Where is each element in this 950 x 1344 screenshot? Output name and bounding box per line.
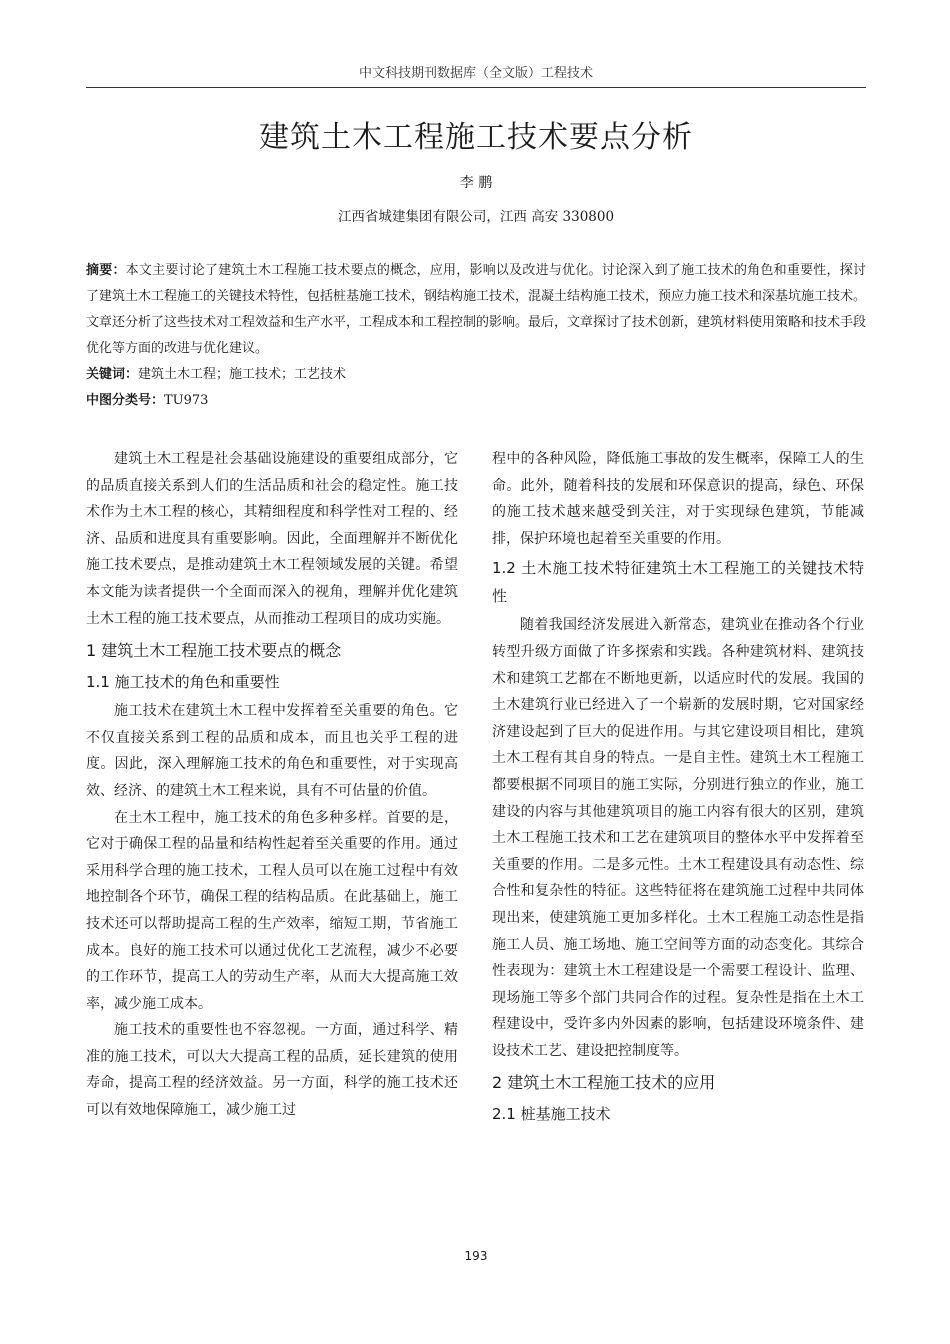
author-name: 李 鹏 xyxy=(459,175,493,191)
section-2-1-heading: 2.1 桩基施工技术 xyxy=(492,1105,611,1124)
keywords-label: 关键词： xyxy=(86,367,139,382)
header-rule xyxy=(86,87,866,88)
running-header: 中文科技期刊数据库（全文版）工程技术 xyxy=(358,66,593,81)
clc-label: 中图分类号： xyxy=(86,393,165,408)
abstract-text: 本文主要讨论了建筑土木工程施工技术要点的概念，应用，影响以及改进与优化。讨论深入到了施工技术的角色和重要性，探讨了建筑土木工程施工的关键技术特性，包括桩基施工技术，钢结构施工技术，混凝土结构施工技术，预应力施工技术和深基坑施工技术。文章还分析了这些技术对工程效益和生产水平，工程成本和工程控制的影响。最后，文章探讨了技术创新，建筑材料使用策略和技术手段优化等方面的改进与优化建议。 xyxy=(86,263,867,356)
section-1-2-paragraph-1: 随着我国经济发展进入新常态，建筑业在推动各个行业转型升级方面做了许多探索和实践。各种建筑材料、建筑技术和建筑工艺都在不断地更新，以适应时代的发展。我国的土木建筑行业已经进入了一个崭新的发展时期，它对国家经济建设起到了巨大的促进作用。与其它建设项目相比，建筑土木工程有其自身的特点。一是自主性。建筑土木工程施工都要根据不同项目的施工实际，分别进行独立的作业，施工建设的内容与其他建筑项目的施工内容有很大的区别，建筑土木工程施工技术和工艺在建筑项目的整体水平中发挥着至关重要的作用。二是多元性。土木工程建设具有动态性、综合性和复杂性的特征。这些特征将在建筑施工过程中共同体现出来，使建筑施工更加多样化。土木工程施工动态性是指施工人员、施工场地、施工空间等方面的动态变化。其综合性表现为：建筑土木工程建设是一个需要工程设计、监理、现场施工等多个部门共同合作的过程。复杂性是指在土木工程建设中，受许多内外因素的影响，包括建设环境条件、建设技术工艺、建设把控制度等。 xyxy=(492,617,864,1059)
page-number: 193 xyxy=(464,1249,488,1263)
section-1-1-paragraph-3-continued: 程中的各种风险，降低施工事故的发生概率，保障工人的生命。此外，随着科技的发展和环保意识的提高，绿色、环保的施工技术越来越受到关注，对于实现绿色建筑，节能减排，保护环境也起着至关重要的作用。 xyxy=(492,451,864,547)
intro-paragraph: 建筑土木工程是社会基础设施建设的重要组成部分，它的品质直接关系到人们的生活品质和社会的稳定性。施工技术作为土木工程的核心，其精细程度和科学性对工程的、经济、品质和进度具有重要影响。因此，全面理解并不断优化施工技术要点，是推动建筑土木工程领域发展的关键。希望本文能为读者提供一个全面而深入的视角，理解并优化建筑土木工程的施工技术要点，从而推动工程项目的成功实施。 xyxy=(86,451,458,627)
section-1-heading: 1 建筑土木工程施工技术要点的概念 xyxy=(86,641,342,661)
abstract-paragraph xyxy=(86,258,866,362)
keywords-line xyxy=(86,362,866,388)
section-1-1-paragraph-2: 在土木工程中，施工技术的角色多种多样。首要的是，它对于确保工程的品量和结构性起着至关重要的作用。通过采用科学合理的施工技术，工程人员可以在施工过程中有效地控制各个环节，确保工程的结构品质。在此基础上，施工技术还可以帮助提高工程的生产效率，缩短工期，节省施工成本。良好的施工技术可以通过优化工艺流程，减少不必要的工作环节，提高工人的劳动生产率，从而大大提高施工效率，减少施工成本。 xyxy=(86,809,458,1012)
keywords-text: 建筑土木工程；施工技术；工艺技术 xyxy=(138,367,347,382)
body-column-left xyxy=(86,446,458,1124)
article-title: 建筑土木工程施工技术要点分析 xyxy=(259,120,693,155)
section-1-1-paragraph-1: 施工技术在建筑土木工程中发挥着至关重要的角色。它不仅直接关系到工程的品质和成本，而且也关乎工程的进度。因此，深入理解施工技术的角色和重要性，对于实现高效、经济、的建筑土木工程来说，具有不可估量的价值。 xyxy=(86,703,458,799)
clc-code: TU973 xyxy=(164,393,209,408)
author-affiliation: 江西省城建集团有限公司，江西 高安 330800 xyxy=(337,209,615,225)
abstract-block xyxy=(86,258,866,414)
section-1-1-heading: 1.1 施工技术的角色和重要性 xyxy=(86,673,280,692)
section-1-1-paragraph-3: 施工技术的重要性也不容忽视。一方面，通过科学、精准的施工技术，可以大大提高工程的品质，延长建筑的使用寿命，提高工程的经济效益。另一方面，科学的施工技术还可以有效地保障施工，减少施工过 xyxy=(86,1022,458,1119)
section-1-2-heading: 1.2 土木施工技术特征建筑土木工程施工的关键技术特性 xyxy=(492,559,864,606)
section-2-heading: 2 建筑土木工程施工技术的应用 xyxy=(492,1073,716,1093)
abstract-label: 摘要： xyxy=(86,263,126,278)
body-column-right xyxy=(492,446,864,1130)
clc-line xyxy=(86,388,866,414)
